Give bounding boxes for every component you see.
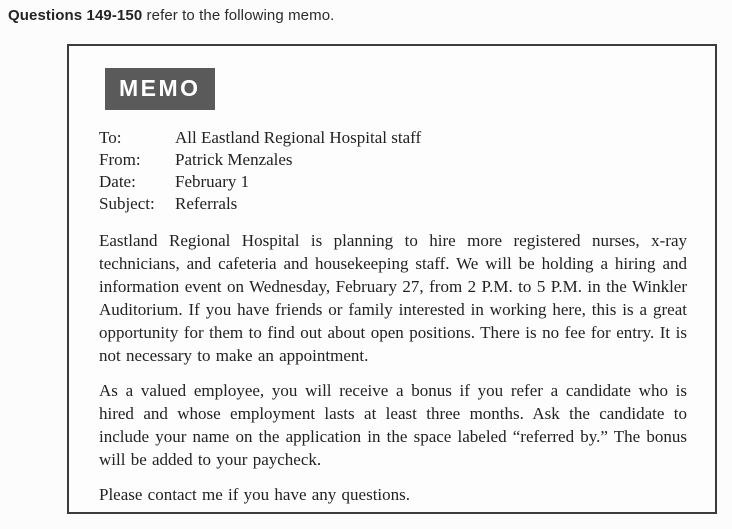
memo-badge: MEMO [105, 68, 215, 110]
memo-document [67, 44, 717, 514]
field-date [99, 171, 687, 193]
memo-paragraph-3: Please contact me if you have any questions. [99, 485, 411, 504]
question-range: Questions 149-150 [8, 7, 143, 24]
field-to-value: All Eastland Regional Hospital staff [175, 128, 422, 147]
field-from-label: From: [99, 150, 141, 169]
question-caption-text: refer to the following memo. [142, 7, 335, 24]
memo-paragraph-2: As a valued employee, you will receive a bonus if you refer a candidate who is hired and whose employment lasts at least three months. Ask the candidate to include your name on the application in the space labeled “referred by.” The bonus will be added to your paycheck. [99, 381, 687, 469]
field-subject-label: Subject: [99, 194, 155, 213]
field-to [99, 127, 687, 149]
question-caption [8, 7, 334, 24]
field-from-value: Patrick Menzales [175, 150, 293, 169]
field-subject [99, 193, 687, 215]
field-to-label: To: [99, 128, 122, 147]
field-subject-value: Referrals [175, 194, 238, 213]
memo-paragraph-1: Eastland Regional Hospital is planning to hire more registered nurses, x-ray technicians, and cafeteria and housekeeping staff. We will be holding a hiring and information event on Wednesday, February 27, from 2 P.M. to 5 P.M. in the Winkler Auditorium. If you have friends or family interested in working here, this is a great opportunity for them to find out about open positions. There is no fee for entry. It is not necessary to make an appointment. [99, 231, 687, 365]
field-from [99, 149, 687, 171]
memo-header-fields [99, 127, 687, 215]
field-date-label: Date: [99, 172, 136, 191]
field-date-value: February 1 [175, 172, 250, 191]
